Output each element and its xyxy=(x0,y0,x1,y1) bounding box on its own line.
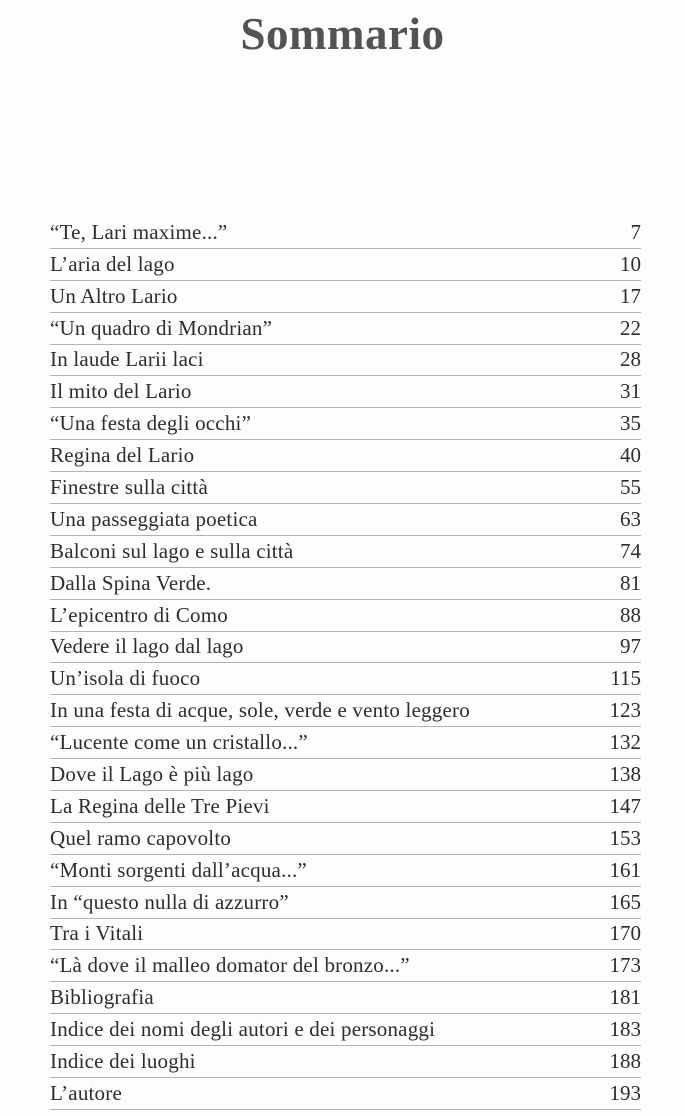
toc-entry-title: Regina del Lario xyxy=(50,443,195,468)
toc-entry-page: 188 xyxy=(609,1049,641,1074)
toc-entry-title: “Lucente come un cristallo...” xyxy=(50,730,308,755)
toc-entry-page: 97 xyxy=(620,634,641,659)
toc-row xyxy=(50,950,641,982)
toc-row xyxy=(50,217,641,249)
toc-entry-page: 123 xyxy=(609,698,641,723)
toc-row xyxy=(50,1046,641,1078)
toc-entry-title: Dove il Lago è più lago xyxy=(50,762,254,787)
toc-row xyxy=(50,440,641,472)
toc-entry-page: 35 xyxy=(620,411,641,436)
toc-entry-page: 17 xyxy=(620,283,641,308)
toc-entry-title: Finestre sulla città xyxy=(50,475,208,500)
toc-entry-page: 31 xyxy=(620,379,641,404)
toc-entry-title: In una festa di acque, sole, verde e vento leggero xyxy=(50,698,470,723)
toc-entry-title: Un Altro Lario xyxy=(50,283,178,308)
toc-entry-page: 88 xyxy=(620,602,641,627)
toc-entry-title: L’autore xyxy=(50,1080,122,1105)
toc-row xyxy=(50,823,641,855)
toc-entry-page: 7 xyxy=(630,219,641,244)
toc-entry-page: 153 xyxy=(609,825,641,850)
toc-entry-title: “Una festa degli occhi” xyxy=(50,411,252,436)
toc-entry-page: 81 xyxy=(620,570,641,595)
toc-row xyxy=(50,600,641,632)
toc-entry-title: Indice dei luoghi xyxy=(50,1049,196,1074)
toc-entry-title: Tra i Vitali xyxy=(50,921,144,946)
toc-entry-page: 55 xyxy=(620,475,641,500)
toc-entry-page: 173 xyxy=(609,953,641,978)
toc-entry-page: 181 xyxy=(609,985,641,1010)
toc-row xyxy=(50,376,641,408)
toc-row xyxy=(50,855,641,887)
toc-row xyxy=(50,504,641,536)
toc-entry-title: L’epicentro di Como xyxy=(50,602,228,627)
toc-row xyxy=(50,982,641,1014)
toc-row xyxy=(50,727,641,759)
toc-entry-page: 183 xyxy=(609,1017,641,1042)
page-title: Sommario xyxy=(240,9,445,59)
toc-entry-page: 147 xyxy=(609,793,641,818)
toc-row xyxy=(50,887,641,919)
toc-entry-title: Vedere il lago dal lago xyxy=(50,634,244,659)
toc-row xyxy=(50,1014,641,1046)
toc-row xyxy=(50,472,641,504)
toc-entry-title: Bibliografia xyxy=(50,985,154,1010)
toc-row xyxy=(50,536,641,568)
toc-entry-title: Balconi sul lago e sulla città xyxy=(50,538,294,563)
toc-entry-title: Un’isola di fuoco xyxy=(50,666,201,691)
toc-row xyxy=(50,313,641,345)
toc-entry-title: Quel ramo capovolto xyxy=(50,825,232,850)
toc-entry-title: La Regina delle Tre Pievi xyxy=(50,793,270,818)
toc-entry-title: L’aria del lago xyxy=(50,251,175,276)
toc-row xyxy=(50,408,641,440)
toc-row xyxy=(50,695,641,727)
toc-entry-title: “Te, Lari maxime...” xyxy=(50,219,228,244)
toc-entry-page: 132 xyxy=(609,730,641,755)
toc-entry-page: 10 xyxy=(620,251,641,276)
toc-row xyxy=(50,791,641,823)
toc-row xyxy=(50,281,641,313)
toc-row xyxy=(50,568,641,600)
toc-entry-title: “Un quadro di Mondrian” xyxy=(50,315,273,340)
toc-entry-page: 170 xyxy=(609,921,641,946)
toc-entry-title: Indice dei nomi degli autori e dei personaggi xyxy=(50,1017,436,1042)
toc-list xyxy=(50,217,641,1110)
toc-entry-page: 138 xyxy=(609,762,641,787)
toc-row xyxy=(50,759,641,791)
toc-entry-page: 161 xyxy=(609,857,641,882)
toc-row xyxy=(50,919,641,951)
toc-entry-title: Dalla Spina Verde. xyxy=(50,570,212,595)
toc-entry-title: In “questo nulla di azzurro” xyxy=(50,889,289,914)
toc-row xyxy=(50,249,641,281)
toc-row xyxy=(50,1078,641,1110)
toc-row xyxy=(50,345,641,377)
toc-entry-title: “Monti sorgenti dall’acqua...” xyxy=(50,857,307,882)
toc-row xyxy=(50,632,641,664)
toc-entry-title: Una passeggiata poetica xyxy=(50,506,258,531)
toc-entry-page: 74 xyxy=(620,538,641,563)
toc-entry-page: 28 xyxy=(620,347,641,372)
toc-entry-title: “Là dove il malleo domator del bronzo...” xyxy=(50,953,410,978)
toc-entry-page: 40 xyxy=(620,443,641,468)
toc-entry-title: In laude Larii laci xyxy=(50,347,204,372)
toc-row xyxy=(50,663,641,695)
toc-entry-page: 63 xyxy=(620,506,641,531)
toc-entry-page: 115 xyxy=(610,666,641,691)
toc-entry-page: 193 xyxy=(609,1080,641,1105)
toc-entry-title: Il mito del Lario xyxy=(50,379,192,404)
toc-entry-page: 165 xyxy=(609,889,641,914)
toc-entry-page: 22 xyxy=(620,315,641,340)
